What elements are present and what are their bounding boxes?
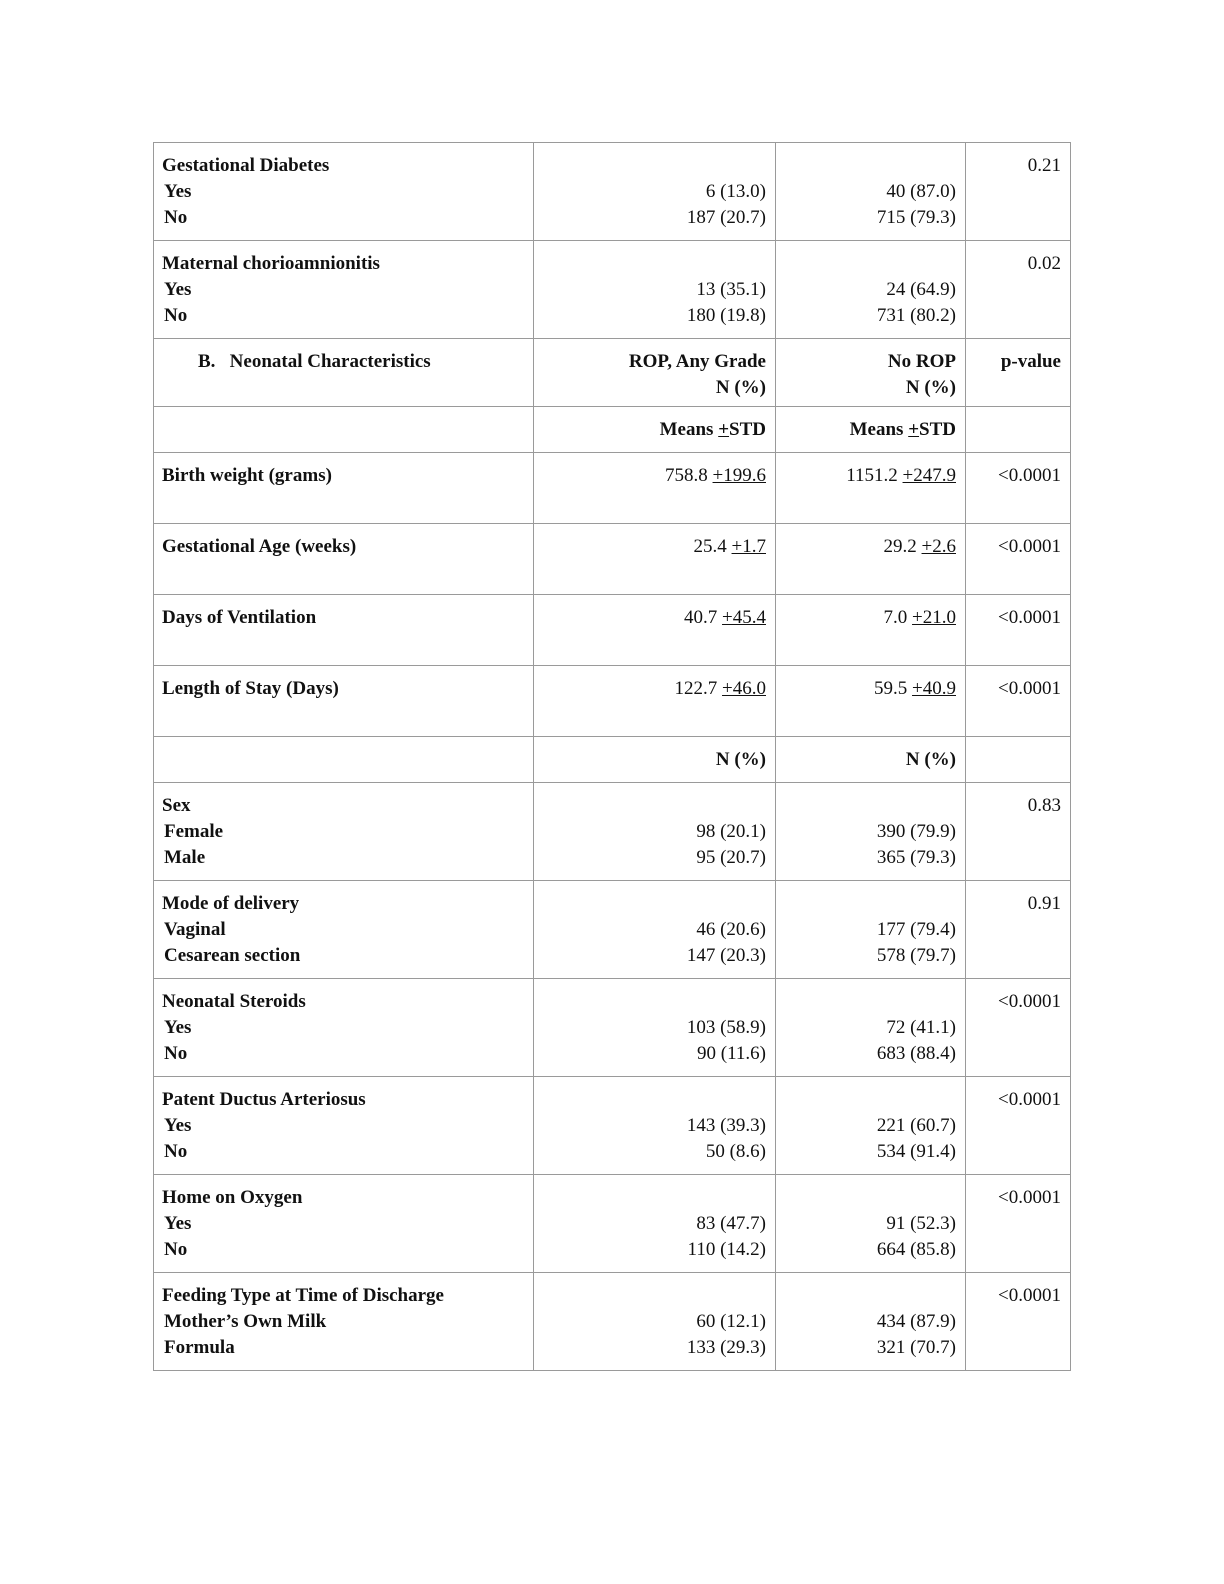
section-header-row [154,339,1071,407]
norop-values: 24 (64.9) 731 (80.2) [876,279,956,326]
norop-values: 177 (79.4) 578 (79.7) [876,919,956,966]
p-value: <0.0001 [998,1187,1061,1208]
norop-values: 434 (87.9) 321 (70.7) [876,1311,956,1358]
row-title: Days of Ventilation [162,607,317,628]
p-value: 0.21 [1027,155,1061,176]
col-header-p: p-value [1000,351,1061,372]
table-row-chorioamnionitis [154,241,1071,339]
rop-values: 98 (20.1) 95 (20.7) [696,821,766,868]
means-header-row [154,407,1071,453]
p-value: <0.0001 [998,607,1061,628]
npct-header-row [154,737,1071,783]
norop-values: 390 (79.9) 365 (79.3) [876,821,956,868]
row-sub: Yes No [164,1115,192,1162]
norop-values: 91 (52.3) 664 (85.8) [876,1213,956,1260]
row-sub: Yes No [164,1213,192,1260]
row-title: Gestational Diabetes [162,155,330,176]
row-title: Patent Ductus Arteriosus [162,1089,366,1110]
row-title: Home on Oxygen [162,1187,303,1208]
norop-mean: 1151.2 +247.9 [846,465,956,486]
table-row-length-of-stay [154,666,1071,737]
p-value: <0.0001 [998,536,1061,557]
p-value: 0.02 [1027,253,1061,274]
norop-mean: 29.2 +2.6 [883,536,956,557]
row-sub: Female Male [164,821,224,868]
rop-values: 60 (12.1) 133 (29.3) [686,1311,766,1358]
row-title: Neonatal Steroids [162,991,306,1012]
rop-mean: 25.4 +1.7 [693,536,766,557]
p-value: <0.0001 [998,678,1061,699]
rop-values: 13 (35.1) 180 (19.8) [686,279,766,326]
rop-mean: 40.7 +45.4 [684,607,766,628]
table-row-gestational-age [154,524,1071,595]
norop-values: 221 (60.7) 534 (91.4) [876,1115,956,1162]
table-row-steroids [154,979,1071,1077]
row-title: Feeding Type at Time of Discharge [162,1285,444,1306]
col-header-rop: ROP, Any Grade N (%) [628,351,766,398]
table-row-sex [154,783,1071,881]
col-header-norop: No ROP N (%) [887,351,956,398]
npct-header-rop: N (%) [715,749,766,770]
rop-values: 143 (39.3) 50 (8.6) [686,1115,766,1162]
row-title: Length of Stay (Days) [162,678,339,699]
table-row-ventilation [154,595,1071,666]
table-row-pda [154,1077,1071,1175]
means-header-norop: Means +STD [849,419,956,440]
characteristics-table [153,142,1071,1371]
table-row-feeding [154,1273,1071,1371]
row-title: Birth weight (grams) [162,465,332,486]
p-value: <0.0001 [998,1089,1061,1110]
row-title: Gestational Age (weeks) [162,536,357,557]
row-title: Sex [162,795,191,816]
table-row-home-oxygen [154,1175,1071,1273]
p-value: <0.0001 [998,465,1061,486]
row-sub: Yes No [164,279,192,326]
npct-header-norop: N (%) [905,749,956,770]
p-value: <0.0001 [998,991,1061,1012]
norop-values: 40 (87.0) 715 (79.3) [876,181,956,228]
means-header-rop: Means +STD [659,419,766,440]
norop-values: 72 (41.1) 683 (88.4) [876,1017,956,1064]
rop-mean: 758.8 +199.6 [665,465,766,486]
row-sub: Yes No [164,181,192,228]
norop-mean: 7.0 +21.0 [883,607,956,628]
rop-mean: 122.7 +46.0 [674,678,766,699]
rop-values: 83 (47.7) 110 (14.2) [687,1213,766,1260]
p-value: <0.0001 [998,1285,1061,1306]
row-title: Mode of delivery [162,893,300,914]
table-row-gestational-diabetes [154,143,1071,241]
row-sub: Yes No [164,1017,192,1064]
rop-values: 6 (13.0) 187 (20.7) [686,181,766,228]
p-value: 0.83 [1027,795,1061,816]
row-sub: Vaginal Cesarean section [164,919,301,966]
table-row-delivery [154,881,1071,979]
row-sub: Mother’s Own Milk Formula [164,1311,327,1358]
norop-mean: 59.5 +40.9 [874,678,956,699]
rop-values: 103 (58.9) 90 (11.6) [686,1017,766,1064]
section-label: B. Neonatal Characteristics [198,351,431,372]
row-title: Maternal chorioamnionitis [162,253,380,274]
table-row-birth-weight [154,453,1071,524]
p-value: 0.91 [1027,893,1061,914]
rop-values: 46 (20.6) 147 (20.3) [686,919,766,966]
